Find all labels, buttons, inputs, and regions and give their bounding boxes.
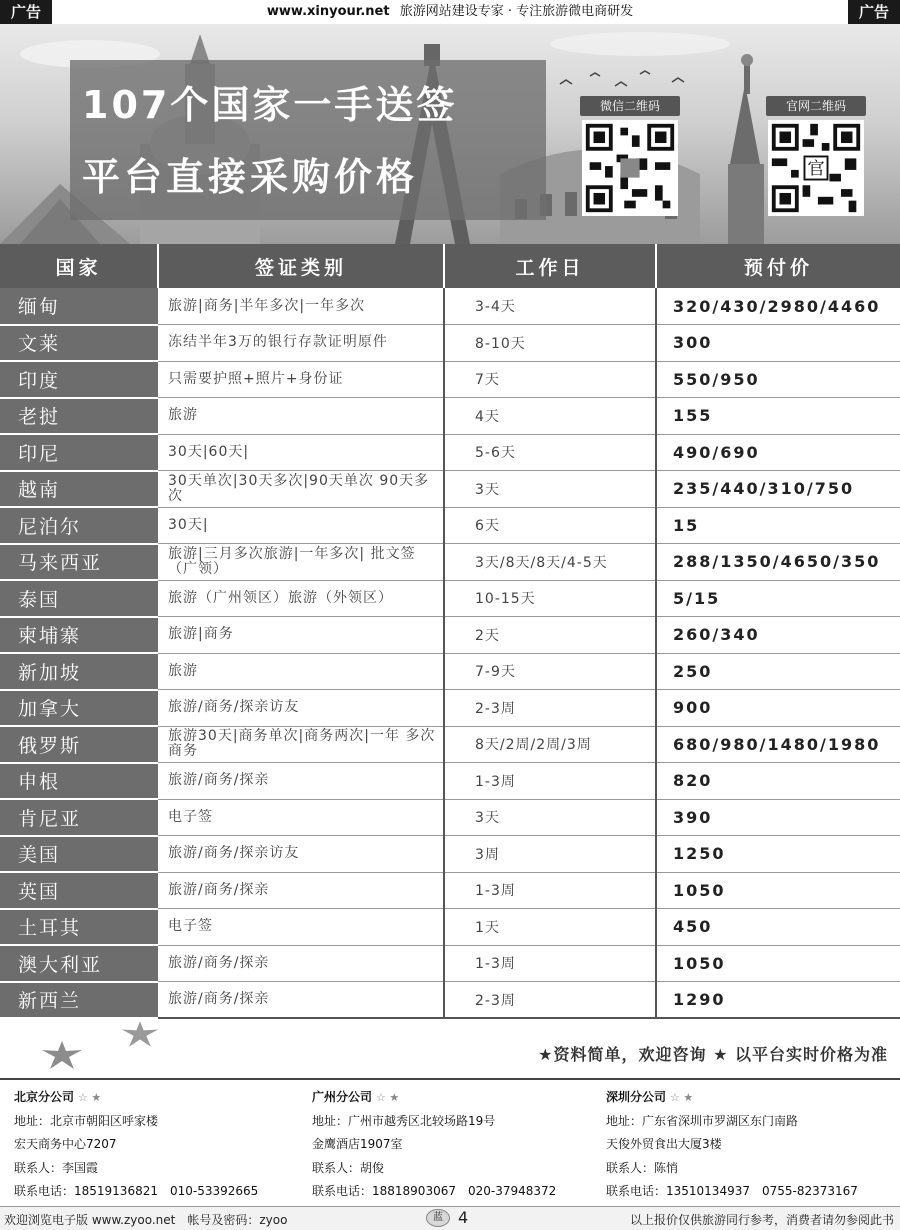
slogan-band [0, 1026, 900, 1082]
price-cell: 1290 [656, 982, 900, 1019]
country-cell: 肯尼亚 [0, 799, 158, 836]
table-row [0, 544, 900, 581]
working-days-cell: 2-3周 [444, 690, 656, 727]
visa-type-cell: 电子签 [158, 799, 444, 836]
ad-tag-right: 广告 [848, 0, 900, 24]
working-days-cell: 1天 [444, 909, 656, 946]
price-cell: 1050 [656, 872, 900, 909]
branch-offices [0, 1078, 900, 1200]
working-days-cell: 6天 [444, 507, 656, 544]
visa-type-cell: 旅游/商务/探亲 [158, 945, 444, 982]
visa-type-cell: 旅游30天|商务单次|商务两次|一年 多次商务 [158, 726, 444, 763]
country-cell: 加拿大 [0, 690, 158, 727]
working-days-cell: 1-3周 [444, 872, 656, 909]
branch-address-line2: 天俊外贸食出大厦3楼 [606, 1137, 722, 1151]
working-days-cell: 3天 [444, 471, 656, 508]
price-cell: 235/440/310/750 [656, 471, 900, 508]
working-days-cell: 1-3周 [444, 763, 656, 800]
country-cell: 美国 [0, 836, 158, 873]
country-cell: 澳大利亚 [0, 945, 158, 982]
table-row [0, 799, 900, 836]
country-cell: 马来西亚 [0, 544, 158, 581]
price-cell: 680/980/1480/1980 [656, 726, 900, 763]
working-days-cell: 3周 [444, 836, 656, 873]
country-cell: 缅甸 [0, 288, 158, 325]
visa-type-cell: 旅游/商务/探亲 [158, 982, 444, 1019]
visa-type-cell: 旅游/商务/探亲访友 [158, 836, 444, 873]
working-days-cell: 1-3周 [444, 945, 656, 982]
country-cell: 英国 [0, 872, 158, 909]
hero-banner [0, 24, 900, 244]
branch-beijing [14, 1086, 310, 1204]
visa-type-cell: 旅游（广州领区）旅游（外领区） [158, 580, 444, 617]
country-cell: 印度 [0, 361, 158, 398]
decor-icon: ☆ ★ [78, 1091, 102, 1104]
wechat-qr-code-icon [582, 120, 678, 216]
starfish-icon [40, 1040, 84, 1070]
working-days-cell: 8天/2周/2周/3周 [444, 726, 656, 763]
price-cell: 390 [656, 799, 900, 836]
table-row [0, 653, 900, 690]
header-prepaid-price: 预付价 [656, 244, 900, 288]
working-days-cell: 5-6天 [444, 434, 656, 471]
price-cell: 260/340 [656, 617, 900, 654]
visa-type-cell: 旅游|商务 [158, 617, 444, 654]
country-cell: 新西兰 [0, 982, 158, 1019]
working-days-cell: 10-15天 [444, 580, 656, 617]
branch-address-line1: 地址：北京市朝阳区呼家楼 [14, 1113, 159, 1128]
table-row [0, 580, 900, 617]
working-days-cell: 3-4天 [444, 288, 656, 325]
price-cell: 300 [656, 325, 900, 362]
table-header-row [0, 244, 900, 288]
visa-type-cell: 旅游 [158, 653, 444, 690]
working-days-cell: 3天 [444, 799, 656, 836]
branch-guangzhou [312, 1086, 608, 1204]
visa-type-cell: 30天单次|30天多次|90天单次 90天多次 [158, 471, 444, 508]
visa-type-cell: 电子签 [158, 909, 444, 946]
visa-type-cell: 旅游|三月多次旅游|一年多次| 批文签（广领） [158, 544, 444, 581]
price-cell: 450 [656, 909, 900, 946]
price-cell: 900 [656, 690, 900, 727]
top-banner-text [60, 0, 840, 24]
visa-type-cell: 冻结半年3万的银行存款证明原件 [158, 325, 444, 362]
publisher-logo-icon: 蓝 [426, 1209, 450, 1227]
table-row [0, 836, 900, 873]
wechat-qr-label: 微信二维码 [580, 96, 680, 116]
page-number: 4 [458, 1208, 469, 1227]
country-cell: 土耳其 [0, 909, 158, 946]
price-cell: 1050 [656, 945, 900, 982]
table-row [0, 982, 900, 1019]
price-cell: 490/690 [656, 434, 900, 471]
table-row [0, 872, 900, 909]
hero-title-line2: 平台直接采购价格 [82, 155, 419, 199]
country-cell: 俄罗斯 [0, 726, 158, 763]
branch-address-line2: 金鹰酒店1907室 [312, 1137, 403, 1151]
working-days-cell: 7天 [444, 361, 656, 398]
working-days-cell: 3天/8天/8天/4-5天 [444, 544, 656, 581]
branch-address-line1: 地址：广东省深圳市罗湖区东门南路 [606, 1113, 799, 1128]
price-cell: 550/950 [656, 361, 900, 398]
table-row [0, 726, 900, 763]
branch-address-line1: 地址：广州市越秀区北较场路19号 [312, 1113, 496, 1128]
visa-type-cell: 只需要护照+照片+身份证 [158, 361, 444, 398]
working-days-cell: 2天 [444, 617, 656, 654]
table-row [0, 361, 900, 398]
branch-contact: 联系人：胡俊 [312, 1160, 385, 1175]
footer-left-text: 欢迎浏览电子版 www.zyoo.net 帐号及密码：zyoo [4, 1213, 288, 1227]
table-row [0, 909, 900, 946]
table-row [0, 471, 900, 508]
working-days-cell: 7-9天 [444, 653, 656, 690]
ad-tag-left: 广告 [0, 0, 52, 24]
country-cell: 新加坡 [0, 653, 158, 690]
visa-price-table [0, 244, 900, 1019]
country-cell: 老挝 [0, 398, 158, 435]
page-number-area [426, 1208, 468, 1230]
website-qr [766, 96, 866, 220]
top-bar [0, 0, 900, 24]
country-cell: 申根 [0, 763, 158, 800]
country-cell: 印尼 [0, 434, 158, 471]
hero-title-line1: 107个国家一手送签 [82, 83, 458, 127]
site-url[interactable]: www.xinyour.net [266, 4, 390, 19]
table-row [0, 763, 900, 800]
visa-type-cell: 30天| [158, 507, 444, 544]
table-row [0, 507, 900, 544]
decor-icon: ☆ ★ [670, 1091, 694, 1104]
price-cell: 320/430/2980/4460 [656, 288, 900, 325]
price-cell: 820 [656, 763, 900, 800]
visa-type-cell: 旅游 [158, 398, 444, 435]
country-cell: 柬埔寨 [0, 617, 158, 654]
price-cell: 250 [656, 653, 900, 690]
decor-icon: ☆ ★ [376, 1091, 400, 1104]
site-tagline: 旅游网站建设专家 · 专注旅游微电商研发 [399, 4, 634, 19]
visa-type-cell: 旅游/商务/探亲访友 [158, 690, 444, 727]
price-cell: 5/15 [656, 580, 900, 617]
working-days-cell: 8-10天 [444, 325, 656, 362]
header-country: 国家 [0, 244, 158, 288]
visa-type-cell: 旅游|商务|半年多次|一年多次 [158, 288, 444, 325]
table-row [0, 690, 900, 727]
footer-disclaimer: 以上报价仅供旅游同行参考，消费者请勿参阅此书 [629, 1213, 894, 1227]
branch-phone: 联系电话：13510134937 0755-82373167 [606, 1184, 858, 1198]
branch-address-line2: 宏天商务中心7207 [14, 1137, 117, 1151]
branch-shenzhen [606, 1086, 900, 1204]
wechat-qr [580, 96, 680, 220]
working-days-cell: 4天 [444, 398, 656, 435]
page-footer [0, 1206, 900, 1230]
price-cell: 288/1350/4650/350 [656, 544, 900, 581]
country-cell: 尼泊尔 [0, 507, 158, 544]
table-row [0, 945, 900, 982]
visa-type-cell: 旅游/商务/探亲 [158, 763, 444, 800]
header-working-days: 工作日 [444, 244, 656, 288]
branch-name: 深圳分公司 [606, 1090, 667, 1104]
branch-contact: 联系人：李国霞 [14, 1160, 99, 1175]
table-row [0, 288, 900, 325]
visa-type-cell: 30天|60天| [158, 434, 444, 471]
branch-name: 广州分公司 [312, 1090, 373, 1104]
branch-contact: 联系人：陈悄 [606, 1160, 679, 1175]
visa-type-cell: 旅游/商务/探亲 [158, 872, 444, 909]
working-days-cell: 2-3周 [444, 982, 656, 1019]
branch-phone: 联系电话：18519136821 010-53392665 [14, 1184, 259, 1198]
country-cell: 泰国 [0, 580, 158, 617]
header-visa-type: 签证类别 [158, 244, 444, 288]
table-row [0, 398, 900, 435]
website-qr-center-text: 官 [807, 158, 825, 179]
price-cell: 15 [656, 507, 900, 544]
price-cell: 1250 [656, 836, 900, 873]
slogan-text: ★资料简单，欢迎咨询 ★ 以平台实时价格为准 [538, 1045, 888, 1064]
branch-phone: 联系电话：18818903067 020-37948372 [312, 1184, 557, 1198]
branch-name: 北京分公司 [14, 1090, 75, 1104]
starfish-icon-small [120, 1020, 160, 1048]
country-cell: 文莱 [0, 325, 158, 362]
website-qr-label: 官网二维码 [766, 96, 866, 116]
table-row [0, 617, 900, 654]
country-cell: 越南 [0, 471, 158, 508]
table-row [0, 434, 900, 471]
table-row [0, 325, 900, 362]
price-cell: 155 [656, 398, 900, 435]
website-qr-code-icon [768, 120, 864, 216]
